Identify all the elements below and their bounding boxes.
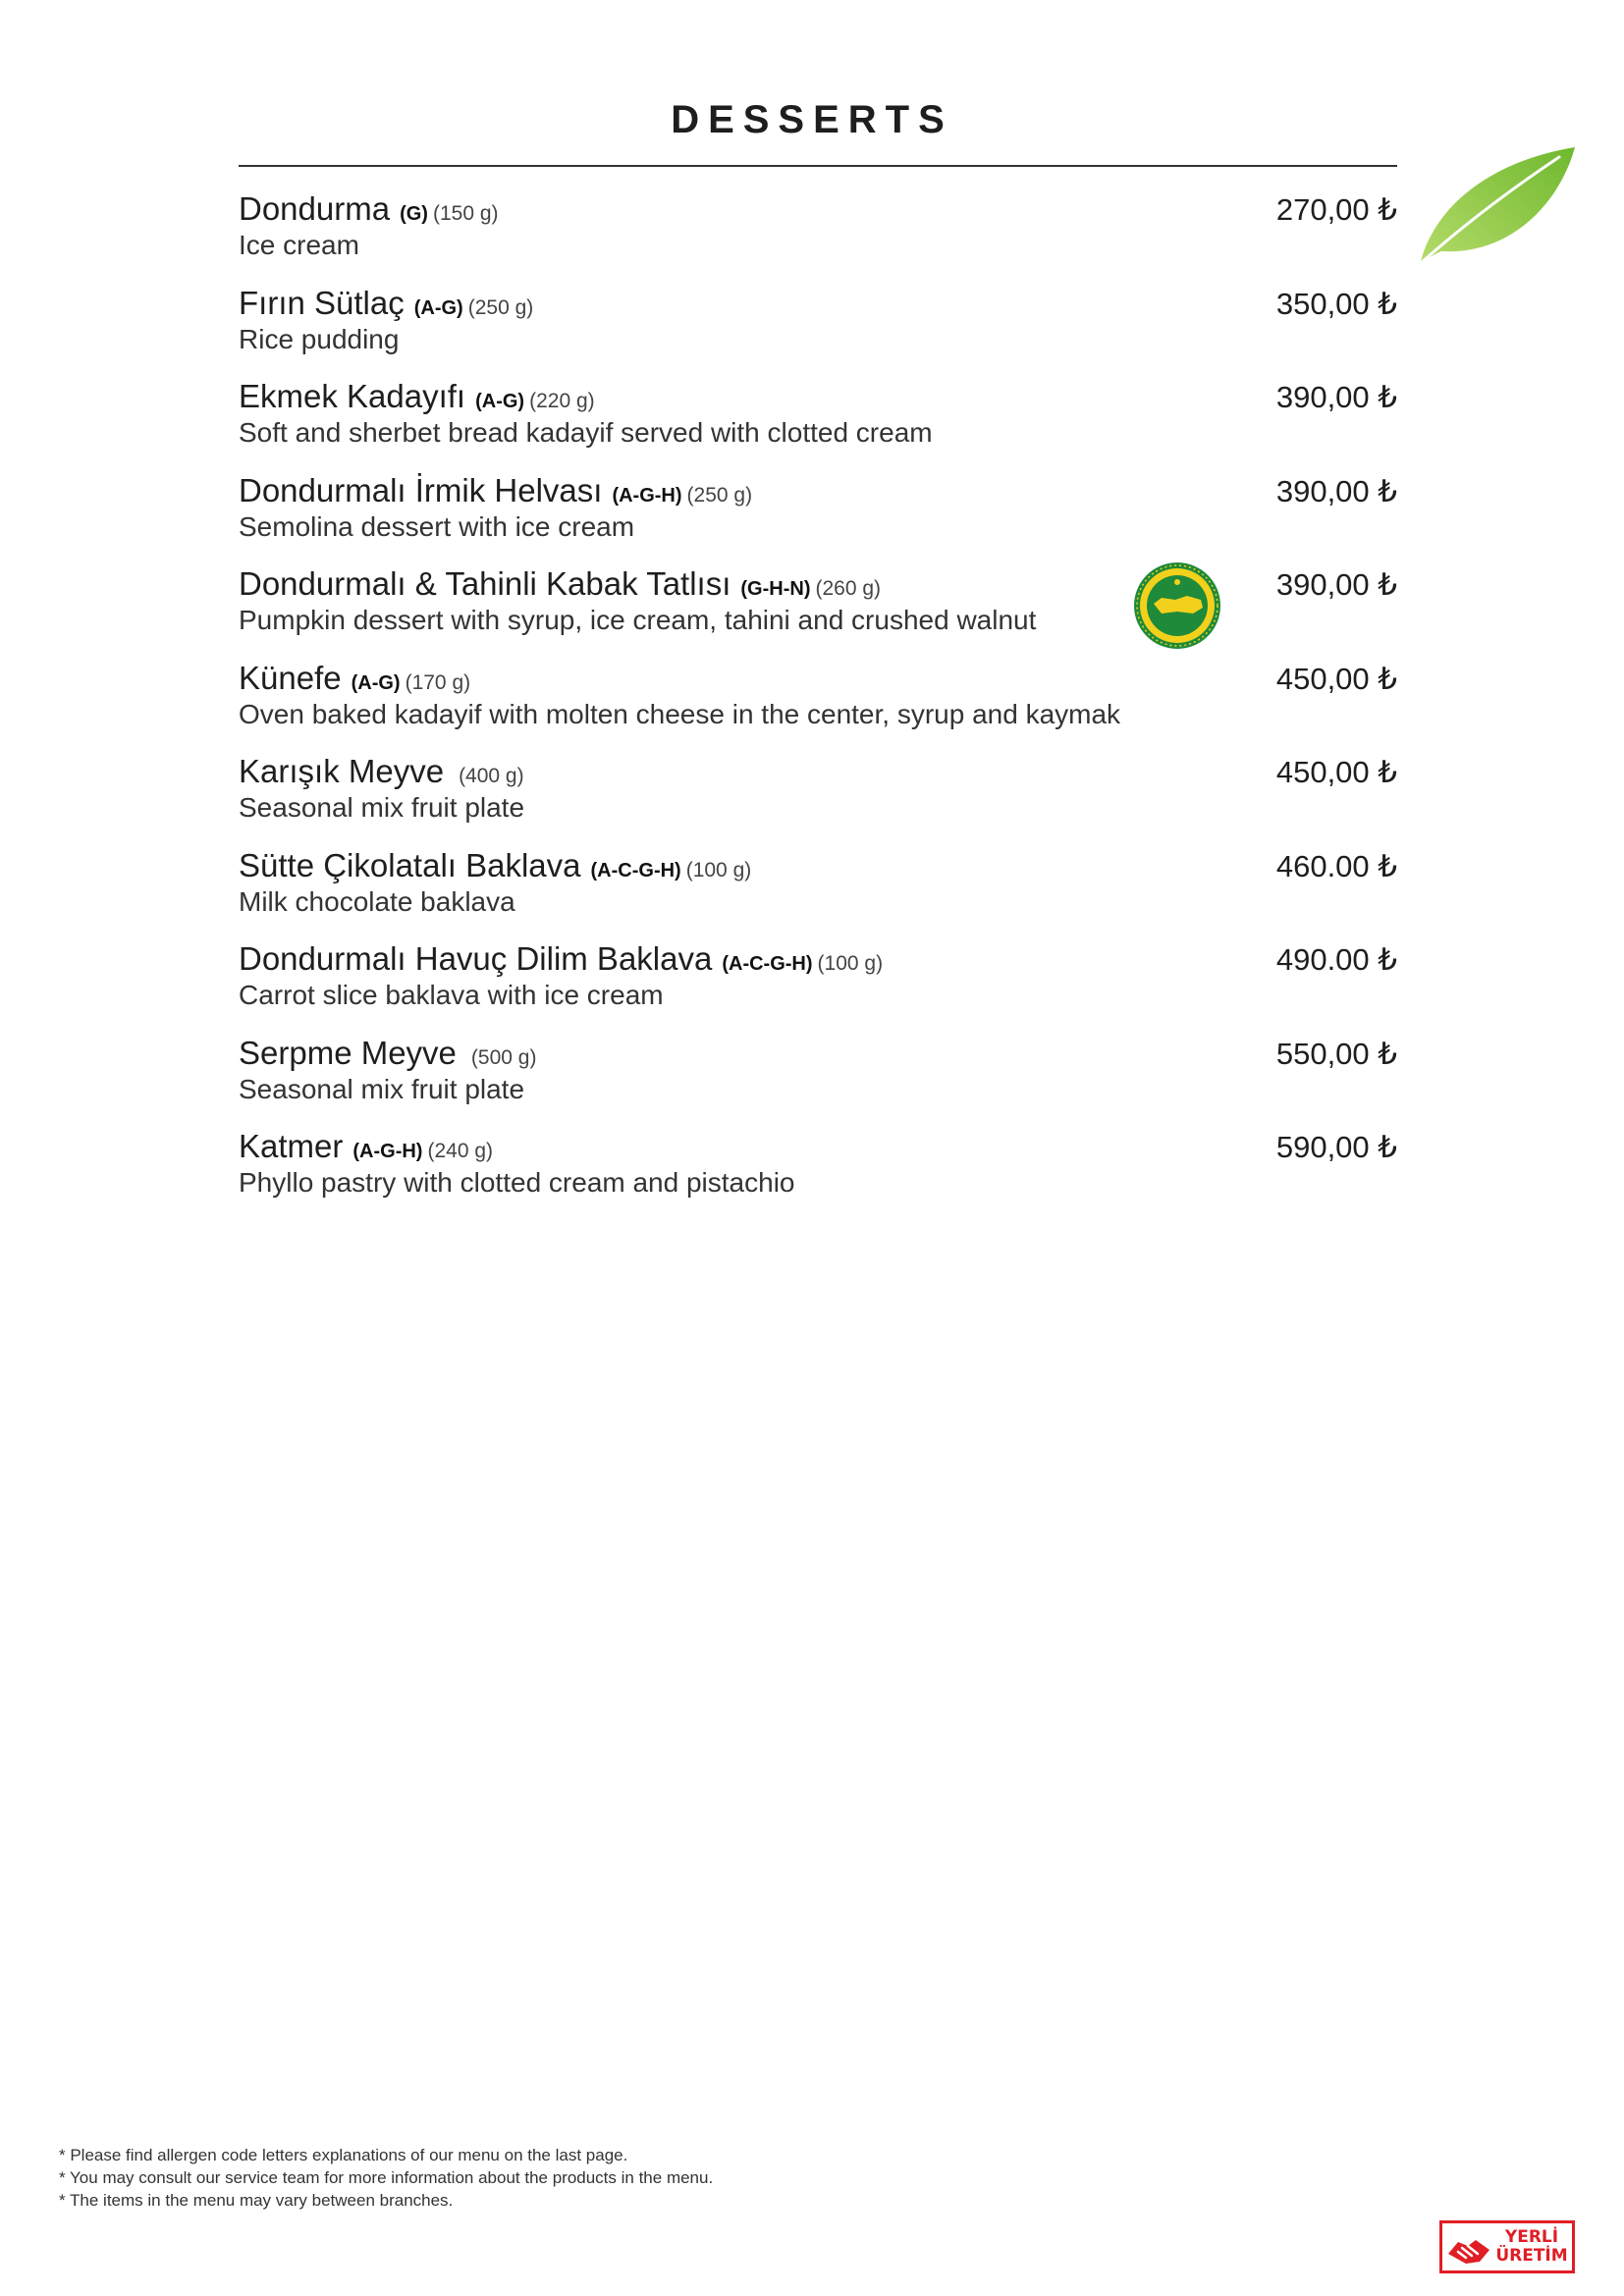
item-weight: (220 g)	[529, 390, 595, 412]
item-allergens: (A-G-H)	[612, 484, 682, 507]
footnote: * Please find allergen code letters explanations of our menu on the last page.	[59, 2146, 628, 2164]
item-allergens: (A-C-G-H)	[722, 953, 813, 975]
item-description: Soft and sherbet bread kadayif served with clotted cream	[239, 417, 933, 448]
menu-item	[239, 472, 1397, 566]
menu-item	[239, 190, 1397, 285]
dessert-menu-list	[239, 190, 1397, 1222]
item-allergens: (A-G)	[413, 296, 463, 319]
item-allergens: (A-G-H)	[352, 1141, 423, 1162]
item-description: Ice cream	[239, 230, 359, 260]
item-weight: (260 g)	[815, 577, 882, 600]
item-description: Oven baked kadayif with molten cheese in the center, syrup and kaymak	[239, 698, 1121, 729]
item-weight: (170 g)	[405, 670, 471, 694]
item-price: 550,00 ₺	[1275, 1036, 1397, 1071]
footnote: * The items in the menu may vary between branches.	[59, 2191, 454, 2210]
item-name: Dondurma	[239, 190, 391, 227]
menu-item	[239, 847, 1397, 941]
item-weight: (150 g)	[432, 202, 499, 225]
item-allergens: (G)	[400, 203, 428, 225]
handshake-icon	[1446, 2228, 1491, 2268]
page-title: DESSERTS	[671, 98, 953, 141]
item-description: Pumpkin dessert with syrup, ice cream, tahini and crushed walnut	[239, 605, 1037, 635]
menu-item	[239, 378, 1397, 472]
item-price: 460.00 ₺	[1275, 848, 1397, 883]
item-name: Katmer	[239, 1128, 344, 1164]
item-allergens: (A-G)	[351, 671, 401, 694]
item-price: 270,00 ₺	[1275, 192, 1397, 227]
title-divider	[239, 165, 1397, 167]
item-price: 390,00 ₺	[1275, 473, 1397, 508]
item-allergens: (A-G)	[475, 391, 525, 412]
footnotes	[59, 2144, 713, 2212]
item-weight: (100 g)	[685, 858, 752, 881]
item-description: Seasonal mix fruit plate	[239, 792, 525, 823]
item-price: 490.00 ₺	[1275, 942, 1397, 977]
item-weight: (500 g)	[470, 1045, 537, 1069]
leaf-icon	[1402, 145, 1577, 273]
item-price: 450,00 ₺	[1275, 755, 1397, 789]
item-price: 390,00 ₺	[1275, 380, 1397, 414]
item-price: 590,00 ₺	[1275, 1130, 1397, 1164]
item-name: Ekmek Kadayıfı	[239, 378, 466, 414]
item-allergens: (A-C-G-H)	[590, 859, 681, 881]
item-weight: (250 g)	[686, 483, 753, 507]
menu-item	[239, 285, 1397, 379]
item-name: Karışık Meyve	[239, 753, 445, 789]
item-weight: (100 g)	[817, 952, 884, 975]
geographical-indication-seal-icon	[1132, 561, 1222, 651]
footnote: * You may consult our service team for more information about the products in the menu.	[59, 2168, 714, 2187]
badge-label	[1493, 2228, 1570, 2266]
local-production-badge-icon	[1439, 2220, 1575, 2273]
item-name: Künefe	[239, 659, 342, 696]
menu-item	[239, 565, 1397, 660]
item-weight: (400 g)	[459, 765, 524, 787]
item-allergens: (G-H-N)	[740, 578, 811, 600]
item-price: 350,00 ₺	[1275, 286, 1397, 321]
item-description: Carrot slice baklava with ice cream	[239, 980, 664, 1010]
menu-item	[239, 1128, 1397, 1222]
item-name: Dondurmalı İrmik Helvası	[239, 471, 603, 508]
item-name: Serpme Meyve	[239, 1034, 457, 1071]
item-description: Phyllo pastry with clotted cream and pistachio	[239, 1167, 795, 1198]
item-name: Dondurmalı Havuç Dilim Baklava	[239, 940, 713, 977]
menu-item	[239, 1035, 1397, 1129]
menu-item	[239, 940, 1397, 1035]
item-price: 390,00 ₺	[1275, 567, 1397, 602]
badge-line-1: YERLİ	[1504, 2227, 1559, 2247]
badge-line-2: ÜRETİM	[1495, 2246, 1568, 2266]
item-name: Sütte Çikolatalı Baklava	[239, 846, 581, 883]
menu-item	[239, 660, 1397, 754]
item-price: 450,00 ₺	[1275, 661, 1397, 696]
item-name: Fırın Sütlaç	[239, 284, 405, 321]
menu-item	[239, 753, 1397, 847]
item-description: Semolina dessert with ice cream	[239, 510, 635, 542]
item-description: Seasonal mix fruit plate	[239, 1073, 525, 1104]
item-description: Rice pudding	[239, 323, 400, 354]
item-name: Dondurmalı & Tahinli Kabak Tatlısı	[239, 565, 731, 602]
item-description: Milk chocolate baklava	[239, 885, 515, 917]
item-weight: (240 g)	[427, 1140, 494, 1162]
item-weight: (250 g)	[467, 295, 534, 319]
